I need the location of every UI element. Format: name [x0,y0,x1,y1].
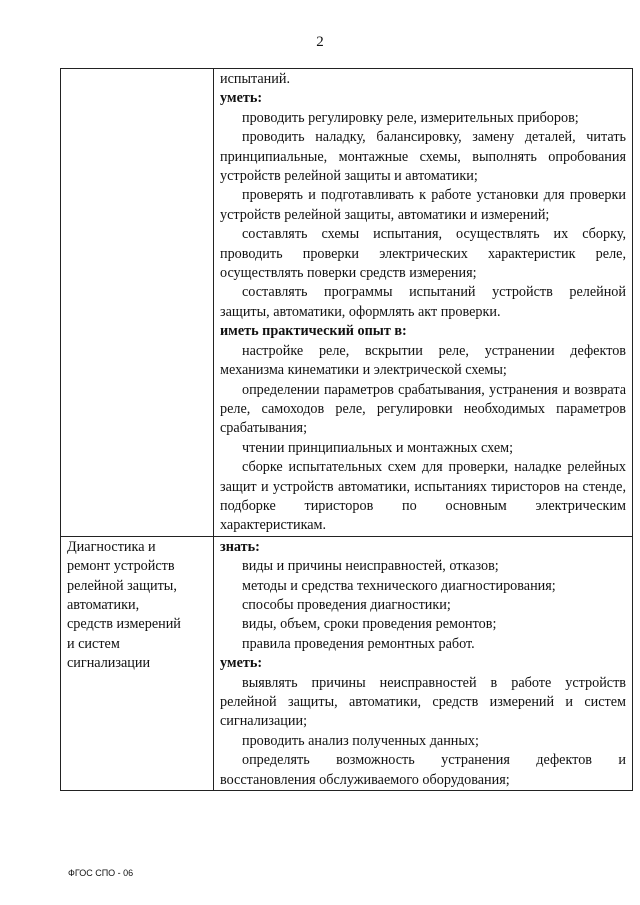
section-header-umet: уметь: [220,655,263,672]
row1-right-cell [214,69,633,537]
list-item: определении параметров срабатывания, устранения и возврата реле, самоходов реле, регулировки необходимых параметров срабатывания; [220,381,626,437]
list-item: чтении принципиальных и монтажных схем; [242,439,514,456]
list-item: виды, объем, сроки проведения ремонтов; [242,616,497,633]
list-item: настройке реле, вскрытии реле, устранении дефектов механизма кинематики и электрической схемы; [220,342,626,379]
list-item: определять возможность устранения дефектов и восстановления обслуживаемого оборудования; [220,752,626,788]
row1-left-cell [61,69,214,537]
page-number: 2 [316,34,324,50]
module-title-line: релейной защиты, [67,577,177,594]
continuation-text: испытаний. [220,71,291,87]
list-item: проводить анализ полученных данных; [242,732,479,749]
competency-table [60,68,633,791]
section-header-znat: знать: [220,538,260,555]
list-item: правила проведения ремонтных работ. [242,635,475,652]
module-title-line: средств измерений [67,616,181,633]
list-item: выявлять причины неисправностей в работе устройств релейной защиты, автоматики, средств измерений и систем сигнализации; [220,674,626,730]
list-item: проверять и подготавливать к работе установки для проверки устройств релейной защиты, автоматики и измерений; [220,187,626,223]
list-item: методы и средства технического диагностирования; [242,577,556,594]
list-item: составлять программы испытаний устройств релейной защиты, автоматики, оформлять акт проверки. [220,284,626,320]
table-row [61,536,633,790]
section-header-experience: иметь практический опыт в: [220,323,407,340]
module-title-line: сигнализации [67,655,151,672]
row2-left-cell [61,536,214,790]
list-item: проводить наладку, балансировку, замену деталей, читать принципиальные, монтажные схемы, выполнять опробования устройств релейной защиты и автоматики; [220,129,626,185]
table-row [61,69,633,537]
module-title-line: Диагностика и [67,538,156,555]
row2-right-cell [214,536,633,790]
list-item: сборке испытательных схем для проверки, наладке релейных защит и устройств автоматики, испытаниях тиристоров на стенде, подборке тиристоров по основным электрическим характеристикам. [220,459,626,534]
module-title-line: автоматики, [67,596,140,613]
list-item: составлять схемы испытания, осуществлять их сборку, проводить проверки электрических характеристик реле, осуществлять поверки средств измерения; [220,226,626,282]
section-header-umet: уметь: [220,90,263,107]
footer-code: ФГОС СПО - 06 [68,868,134,878]
module-title-line: и систем [67,635,120,652]
module-title-line: ремонт устройств [67,558,175,575]
list-item: виды и причины неисправностей, отказов; [242,558,499,575]
list-item: проводить регулировку реле, измерительных приборов; [242,109,579,126]
list-item: способы проведения диагностики; [242,596,451,613]
